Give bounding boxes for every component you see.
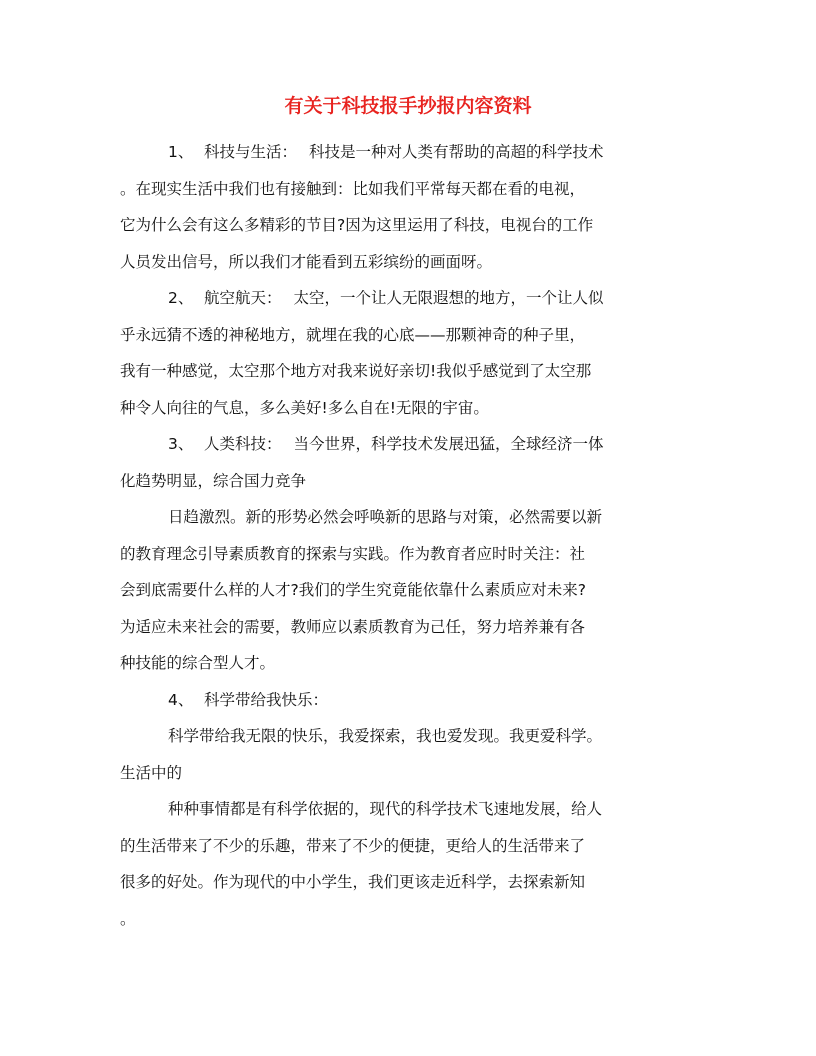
section-number: 1、 xyxy=(168,143,194,161)
line-text: 的生活带来了不少的乐趣，带来了不少的便捷，更给人的生活带来了 xyxy=(120,836,586,855)
line-text: 。 xyxy=(120,909,136,928)
paragraph-line xyxy=(120,828,700,865)
line-text: 化趋势明显，综合国力竞争 xyxy=(120,471,307,490)
paragraph-line xyxy=(120,134,700,171)
paragraph-line xyxy=(120,426,700,463)
paragraph-line xyxy=(120,463,700,500)
line-text: 科学带给我无限的快乐，我爱探索，我也爱发现。我更爱科学。 xyxy=(168,727,603,745)
line-text: 很多的好处。作为现代的中小学生，我们更该走近科学，去探索新知 xyxy=(120,873,586,891)
paragraph-line xyxy=(120,645,700,682)
line-text: 的教育理念引导素质教育的探索与实践。作为教育者应时时关注：社 xyxy=(120,544,586,563)
line-text: 人员发出信号，所以我们才能看到五彩缤纷的画面呀。 xyxy=(120,252,493,271)
line-text: 我有一种感觉，太空那个地方对我来说好亲切!我似乎感觉到了太空那 xyxy=(120,362,592,380)
line-text: 种种事情都是有科学依据的，现代的科学技术飞速地发展，给人 xyxy=(168,800,603,818)
paragraph-line xyxy=(120,280,700,317)
document-title: 有关于科技报手抄报内容资料 xyxy=(284,95,532,117)
section-heading: 人类科技： xyxy=(204,435,282,453)
paragraph-line xyxy=(120,171,700,208)
paragraph-line xyxy=(120,244,700,281)
paragraph-line xyxy=(120,609,700,646)
line-text: 会到底需要什么样的人才?我们的学生究竟能依靠什么素质应对未来? xyxy=(120,581,586,599)
paragraph-line xyxy=(120,682,700,719)
paragraph-line xyxy=(120,572,700,609)
paragraph-line xyxy=(120,499,700,536)
paragraph-line xyxy=(120,207,700,244)
line-text: 。在现实生活中我们也有接触到：比如我们平常每天都在看的电视， xyxy=(120,179,586,198)
line-text: 它为什么会有这么多精彩的节目?因为这里运用了科技，电视台的工作 xyxy=(120,216,594,234)
section-number: 2、 xyxy=(168,289,194,307)
paragraph-line xyxy=(120,864,700,901)
section-heading: 航空航天： xyxy=(204,289,282,307)
document-body xyxy=(120,134,700,937)
paragraph-line xyxy=(120,317,700,354)
line-text: 乎永远猜不透的神秘地方，就埋在我的心底——那颗神奇的种子里， xyxy=(120,325,586,344)
paragraph-line xyxy=(120,791,700,828)
line-text: 种令人向往的气息，多么美好!多么自在!无限的宇宙。 xyxy=(120,398,489,417)
paragraph-line xyxy=(120,755,700,792)
paragraph-line xyxy=(120,536,700,573)
line-text: 太空，一个让人无限遐想的地方，一个让人似 xyxy=(293,289,604,307)
section-number: 3、 xyxy=(168,435,194,453)
section-heading: 科技与生活： xyxy=(204,143,298,161)
line-text: 当今世界，科学技术发展迅猛，全球经济一体 xyxy=(293,435,604,453)
paragraph-line xyxy=(120,901,700,938)
paragraph-line xyxy=(120,353,700,390)
line-text: 生活中的 xyxy=(120,763,183,782)
line-text: 科技是一种对人类有帮助的高超的科学技术 xyxy=(309,143,604,161)
line-text: 日趋激烈。新的形势必然会呼唤新的思路与对策，必然需要以新 xyxy=(168,508,603,526)
line-text: 种技能的综合型人才。 xyxy=(120,654,276,672)
paragraph-line xyxy=(120,718,700,755)
paragraph-line xyxy=(120,390,700,427)
section-heading: 科学带给我快乐： xyxy=(204,690,329,709)
line-text: 为适应未来社会的需要，教师应以素质教育为己任，努力培养兼有各 xyxy=(120,617,586,636)
section-number: 4、 xyxy=(168,690,194,709)
